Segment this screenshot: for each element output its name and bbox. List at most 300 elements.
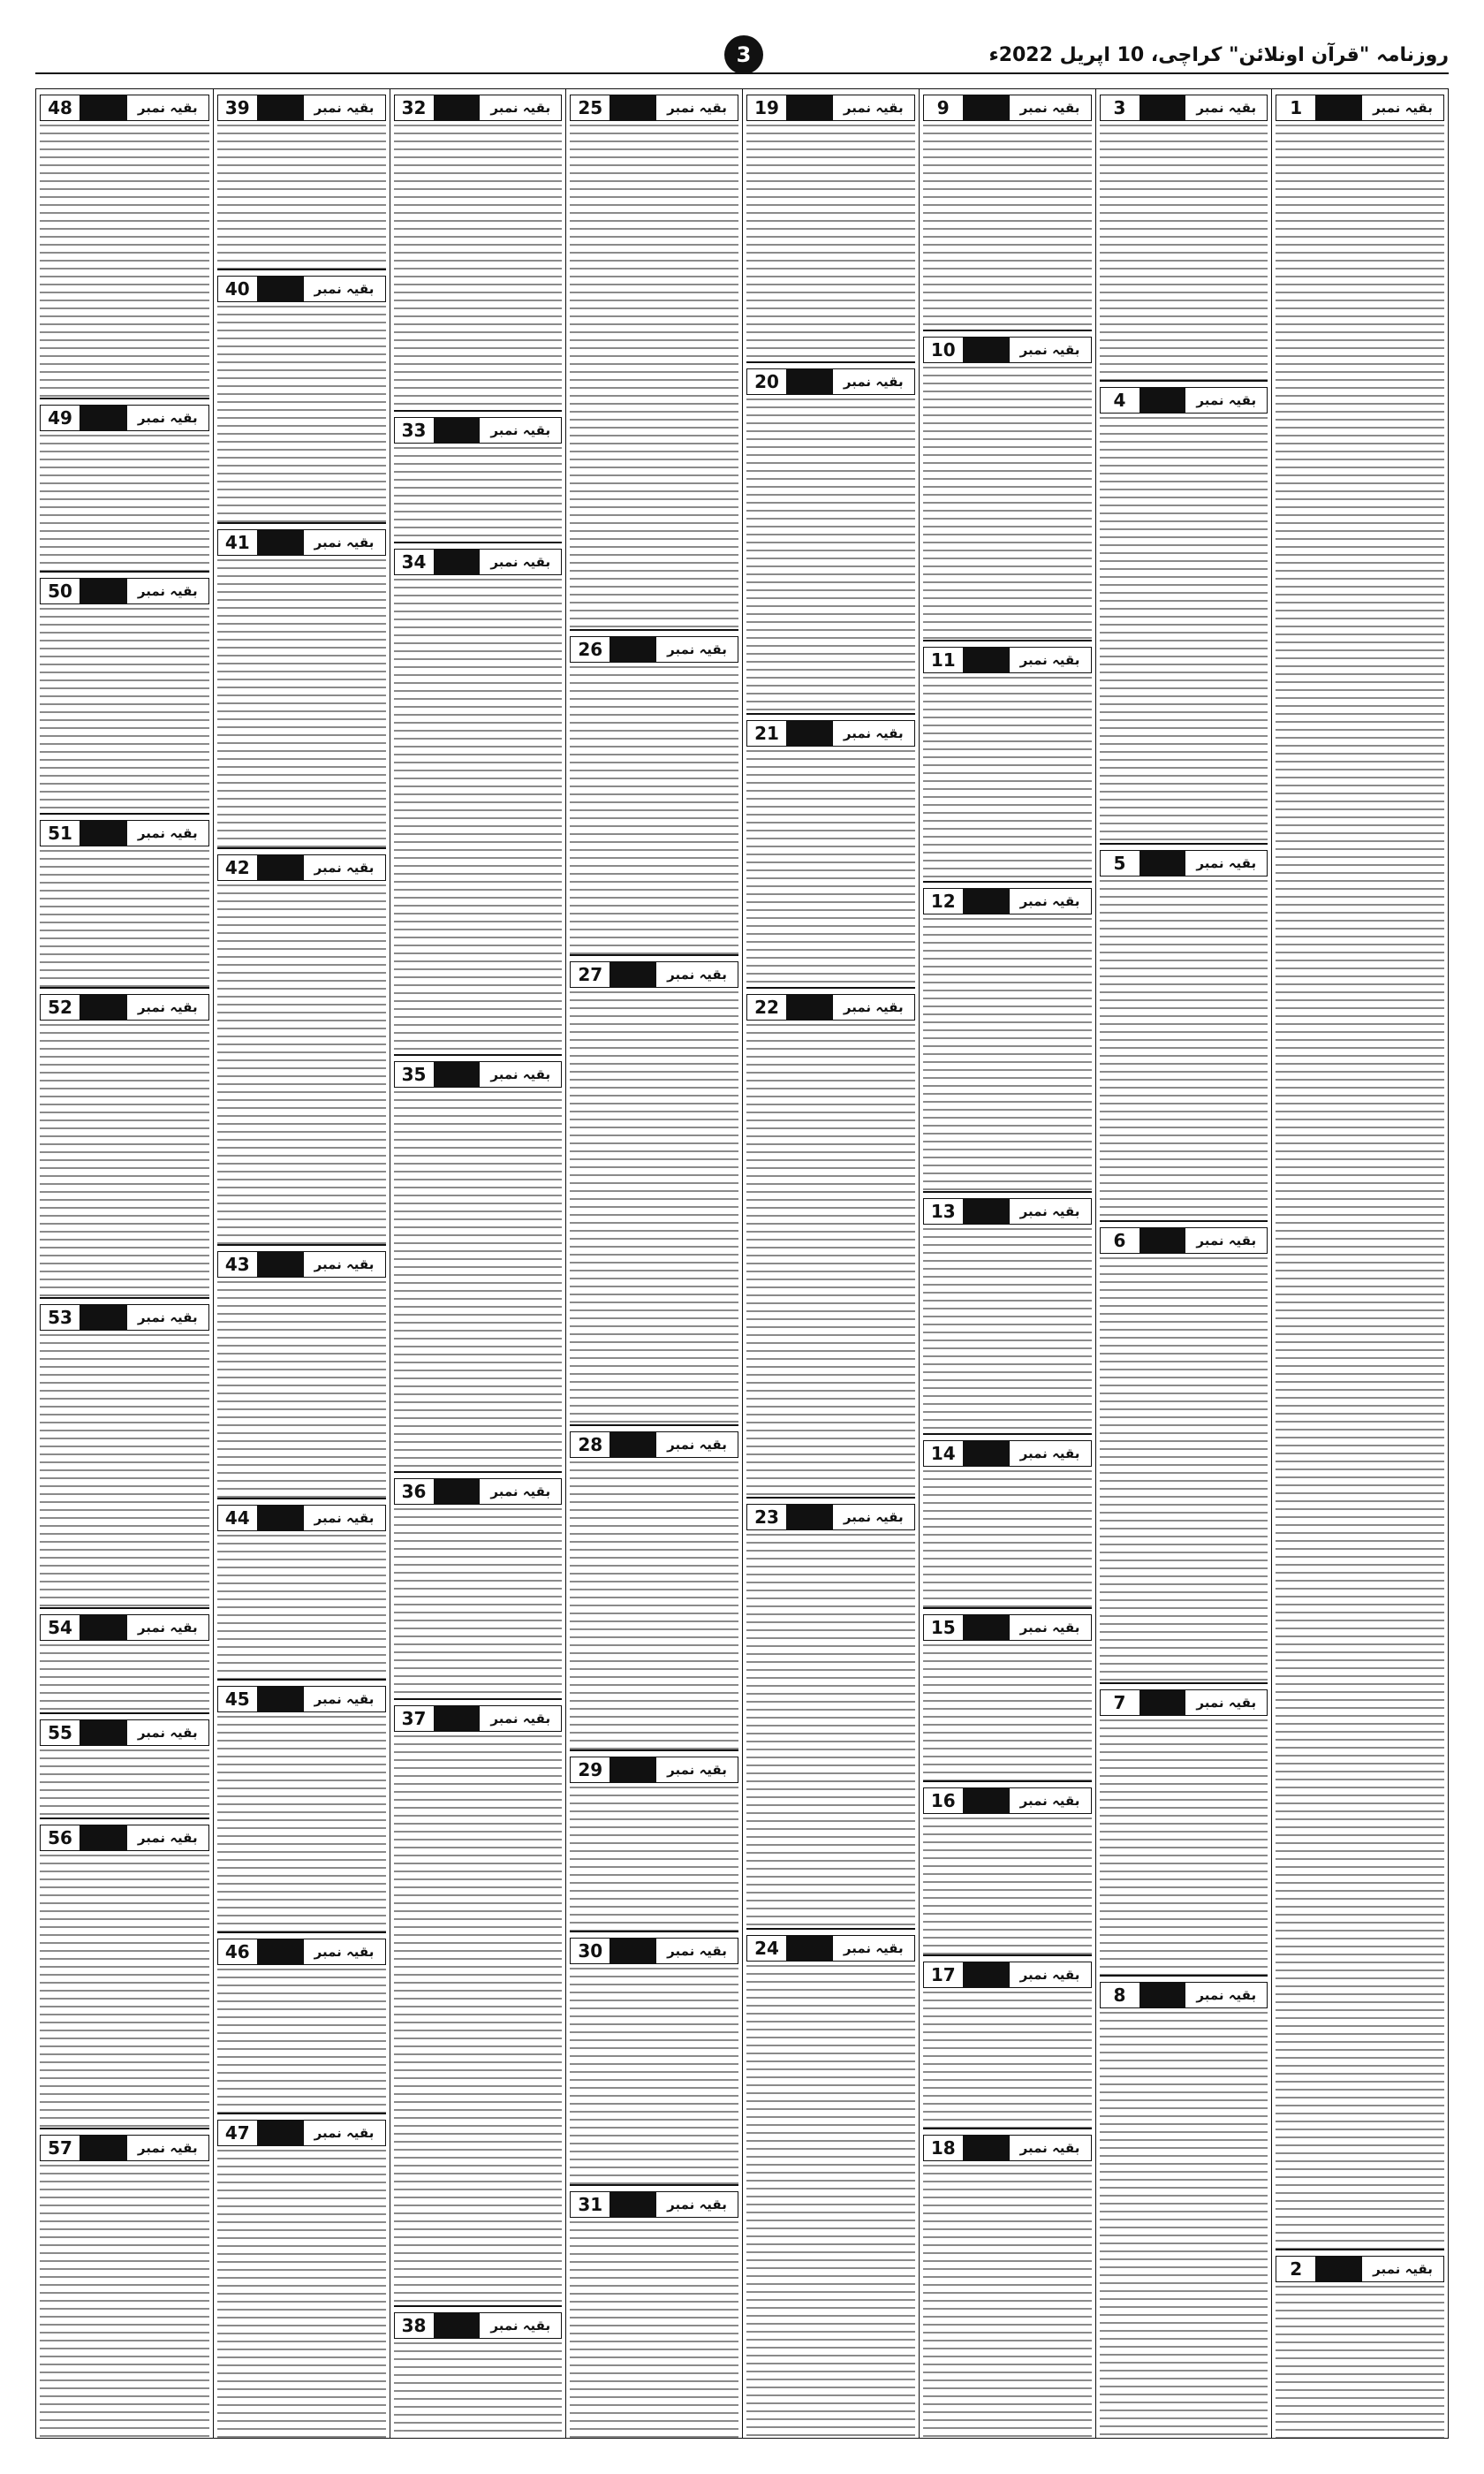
header-bar [963, 889, 1010, 914]
story-number: 31 [571, 2192, 610, 2217]
header-bar [963, 1199, 1010, 1224]
story-tag-label: بقیہ نمبر [480, 95, 561, 120]
continued-story-57 [40, 2128, 209, 2438]
story-header [570, 2191, 738, 2218]
story-number: 27 [571, 962, 610, 987]
story-number: 46 [218, 1939, 257, 1964]
header-bar [610, 1757, 656, 1782]
text-lines [40, 435, 209, 571]
continued-story-4 [1100, 380, 1268, 843]
story-number: 48 [41, 95, 80, 120]
text-lines [394, 1735, 563, 2305]
continued-story-14 [923, 1433, 1092, 1606]
continued-story-15 [923, 1607, 1092, 1780]
header-bar [257, 277, 304, 301]
header-bar [434, 1062, 481, 1087]
story-header [923, 647, 1092, 673]
story-tag-label: بقیہ نمبر [1185, 851, 1267, 876]
story-body-text [1100, 880, 1268, 1220]
story-body-text [746, 1965, 915, 2438]
header-bar [80, 579, 127, 603]
text-lines [40, 608, 209, 813]
text-lines [923, 1992, 1092, 2128]
text-lines [394, 1508, 563, 1698]
story-number: 40 [218, 277, 257, 301]
text-lines [570, 991, 738, 1424]
story-header [394, 2312, 563, 2339]
story-tag-label: بقیہ نمبر [127, 406, 208, 430]
story-header [1100, 1982, 1268, 2008]
story-header [923, 1962, 1092, 1988]
story-number: 25 [571, 95, 610, 120]
header-bar [963, 2136, 1010, 2160]
story-body-text [40, 1855, 209, 2128]
continued-story-52 [40, 987, 209, 1297]
continued-story-31 [570, 2184, 738, 2438]
text-lines [570, 666, 738, 954]
story-tag-label: بقیہ نمبر [1010, 1788, 1091, 1813]
continued-story-11 [923, 640, 1092, 882]
story-body-text [1276, 125, 1444, 2249]
continued-story-29 [570, 1749, 738, 1931]
continued-story-43 [217, 1244, 386, 1498]
continued-story-23 [746, 1497, 915, 1928]
text-lines [394, 2342, 563, 2438]
continued-story-6 [1100, 1220, 1268, 1683]
story-body-text [40, 2165, 209, 2438]
continued-story-16 [923, 1780, 1092, 1954]
story-tag-label: بقیہ نمبر [1362, 2257, 1443, 2281]
story-tag-label: بقیہ نمبر [127, 1825, 208, 1850]
text-lines [394, 125, 563, 410]
story-number: 30 [571, 1939, 610, 1963]
story-body-text [923, 125, 1092, 330]
story-tag-label: بقیہ نمبر [1185, 388, 1267, 413]
story-number: 44 [218, 1506, 257, 1530]
story-tag-label: بقیہ نمبر [304, 95, 385, 120]
text-lines [923, 125, 1092, 330]
story-number: 56 [41, 1825, 80, 1850]
continued-story-2 [1276, 2249, 1444, 2438]
text-lines [40, 125, 209, 398]
story-header [746, 994, 915, 1021]
story-number: 10 [924, 338, 963, 362]
story-tag-label: بقیہ نمبر [127, 1615, 208, 1640]
header-bar [786, 369, 833, 394]
story-tag-label: بقیہ نمبر [304, 855, 385, 880]
story-body-text [394, 1091, 563, 1471]
story-body-text [570, 1461, 738, 1749]
header-bar [786, 1505, 833, 1529]
story-number: 43 [218, 1252, 257, 1277]
header-bar [963, 95, 1010, 120]
header-bar [1140, 1690, 1186, 1715]
story-number: 4 [1101, 388, 1140, 413]
continued-story-49 [40, 398, 209, 571]
text-lines [923, 1818, 1092, 1954]
story-tag-label: بقیہ نمبر [656, 1432, 738, 1457]
story-header [746, 368, 915, 395]
story-tag-label: بقیہ نمبر [127, 821, 208, 846]
story-header [570, 1757, 738, 1783]
story-number: 28 [571, 1432, 610, 1457]
story-tag-label: بقیہ نمبر [1362, 95, 1443, 120]
story-body-text [923, 1228, 1092, 1433]
continued-story-18 [923, 2128, 1092, 2438]
header-bar [434, 418, 481, 443]
text-lines [217, 1281, 386, 1498]
text-lines [923, 918, 1092, 1191]
header-bar [80, 995, 127, 1020]
story-tag-label: بقیہ نمبر [127, 1720, 208, 1745]
story-number: 6 [1101, 1228, 1140, 1253]
story-body-text [40, 435, 209, 571]
continued-story-5 [1100, 843, 1268, 1220]
text-lines [746, 750, 915, 987]
text-lines [570, 1968, 738, 2184]
story-number: 2 [1276, 2257, 1315, 2281]
story-body-text [923, 1470, 1092, 1606]
header-bar [963, 648, 1010, 672]
story-header [923, 2135, 1092, 2161]
story-tag-label: بقیہ نمبر [1010, 1441, 1091, 1466]
story-number: 24 [747, 1936, 786, 1961]
story-body-text [394, 579, 563, 1054]
story-tag-label: بقیہ نمبر [304, 1939, 385, 1964]
story-number: 55 [41, 1720, 80, 1745]
story-body-text [217, 559, 386, 847]
story-body-text [570, 2221, 738, 2438]
story-number: 7 [1101, 1690, 1140, 1715]
story-number: 45 [218, 1687, 257, 1711]
text-lines [923, 1228, 1092, 1433]
column-7 [213, 89, 390, 2438]
story-number: 15 [924, 1615, 963, 1640]
column-3 [919, 89, 1095, 2438]
story-body-text [1100, 1257, 1268, 1683]
text-lines [394, 1091, 563, 1471]
story-body-text [217, 884, 386, 1245]
story-tag-label: بقیہ نمبر [1010, 1962, 1091, 1987]
text-lines [570, 1461, 738, 1749]
story-header [394, 1478, 563, 1505]
header-bar [1140, 1983, 1186, 2007]
story-number: 42 [218, 855, 257, 880]
story-tag-label: بقیہ نمبر [1010, 95, 1091, 120]
story-tag-label: بقیہ نمبر [480, 1706, 561, 1731]
story-body-text [217, 1281, 386, 1498]
story-header [746, 720, 915, 747]
story-header [1100, 1689, 1268, 1716]
story-header [570, 961, 738, 988]
continued-story-19 [746, 89, 915, 361]
continued-story-33 [394, 410, 563, 543]
story-header [40, 405, 209, 431]
header-bar [80, 1615, 127, 1640]
continued-story-21 [746, 713, 915, 987]
story-number: 37 [395, 1706, 434, 1731]
story-body-text [570, 125, 738, 629]
continued-story-26 [570, 629, 738, 954]
continued-story-13 [923, 1191, 1092, 1433]
continued-story-44 [217, 1498, 386, 1679]
story-number: 1 [1276, 95, 1315, 120]
text-lines [1100, 125, 1268, 380]
story-body-text [746, 1534, 915, 1928]
story-number: 41 [218, 530, 257, 555]
story-header [217, 1505, 386, 1531]
story-header [40, 578, 209, 604]
header-bar [80, 821, 127, 846]
header-bar [1140, 95, 1186, 120]
story-header [923, 337, 1092, 363]
continued-story-48 [40, 89, 209, 398]
story-header [923, 1440, 1092, 1467]
story-header [394, 417, 563, 444]
text-lines [40, 1855, 209, 2128]
story-header [217, 1251, 386, 1278]
story-header [923, 1614, 1092, 1641]
text-lines [923, 1644, 1092, 1780]
story-header [217, 95, 386, 121]
story-tag-label: بقیہ نمبر [1010, 648, 1091, 672]
story-body-text [923, 1818, 1092, 1954]
story-body-text [40, 1644, 209, 1712]
story-body-text [394, 447, 563, 543]
header-bar [80, 1825, 127, 1850]
text-lines [746, 125, 915, 361]
story-tag-label: بقیہ نمبر [656, 962, 738, 987]
story-tag-label: بقیہ نمبر [656, 1939, 738, 1963]
continued-story-37 [394, 1698, 563, 2305]
story-body-text [746, 398, 915, 714]
story-number: 17 [924, 1962, 963, 1987]
text-lines [40, 1749, 209, 1818]
story-body-text [1100, 125, 1268, 380]
header-bar [610, 95, 656, 120]
story-body-text [40, 1749, 209, 1818]
story-tag-label: بقیہ نمبر [1010, 889, 1091, 914]
header-bar [963, 1441, 1010, 1466]
story-body-text [40, 125, 209, 398]
story-tag-label: بقیہ نمبر [656, 637, 738, 662]
story-number: 49 [41, 406, 80, 430]
story-header [40, 1304, 209, 1331]
continued-story-12 [923, 881, 1092, 1191]
header-bar [786, 1936, 833, 1961]
story-body-text [746, 1024, 915, 1497]
story-tag-label: بقیہ نمبر [833, 369, 914, 394]
story-number: 19 [747, 95, 786, 120]
text-lines [923, 677, 1092, 882]
continued-story-39 [217, 89, 386, 269]
column-4 [742, 89, 919, 2438]
story-body-text [1100, 417, 1268, 843]
column-5 [565, 89, 742, 2438]
story-tag-label: بقیہ نمبر [1185, 95, 1267, 120]
story-body-text [746, 750, 915, 987]
story-body-text [40, 850, 209, 986]
header-bar [80, 2136, 127, 2160]
story-header [217, 529, 386, 556]
continued-story-24 [746, 1928, 915, 2438]
header-bar [257, 530, 304, 555]
text-lines [217, 2150, 386, 2438]
story-body-text [923, 918, 1092, 1191]
story-body-text [1100, 1719, 1268, 1975]
text-lines [40, 2165, 209, 2438]
header-bar [610, 962, 656, 987]
story-body-text [394, 1735, 563, 2305]
story-number: 51 [41, 821, 80, 846]
column-8 [36, 89, 213, 2438]
story-header [40, 1825, 209, 1851]
continued-story-45 [217, 1679, 386, 1932]
story-tag-label: بقیہ نمبر [833, 995, 914, 1020]
story-body-text [923, 2165, 1092, 2438]
story-tag-label: بقیہ نمبر [480, 1479, 561, 1504]
text-lines [217, 1535, 386, 1679]
continued-story-54 [40, 1607, 209, 1712]
text-lines [923, 367, 1092, 640]
column-6 [390, 89, 566, 2438]
story-number: 11 [924, 648, 963, 672]
text-lines [746, 1534, 915, 1928]
header-bar [1140, 851, 1186, 876]
continued-story-22 [746, 987, 915, 1497]
story-body-text [217, 2150, 386, 2438]
continued-story-28 [570, 1424, 738, 1749]
newspaper-page [35, 88, 1449, 2439]
page-number-badge: 3 [724, 35, 763, 74]
header-bar [610, 1939, 656, 1963]
story-number: 33 [395, 418, 434, 443]
story-number: 36 [395, 1479, 434, 1504]
header-bar [257, 1939, 304, 1964]
story-tag-label: بقیہ نمبر [1185, 1228, 1267, 1253]
text-lines [217, 1716, 386, 1932]
story-body-text [40, 1024, 209, 1297]
header-bar [610, 1432, 656, 1457]
story-header [923, 1787, 1092, 1814]
story-tag-label: بقیہ نمبر [656, 2192, 738, 2217]
text-lines [746, 398, 915, 714]
continued-story-9 [923, 89, 1092, 330]
story-tag-label: بقیہ نمبر [127, 95, 208, 120]
story-number: 12 [924, 889, 963, 914]
header-bar [257, 855, 304, 880]
header-bar [786, 721, 833, 746]
story-header [570, 1431, 738, 1458]
continued-story-27 [570, 954, 738, 1424]
header-bar [1140, 388, 1186, 413]
story-number: 14 [924, 1441, 963, 1466]
story-header [1100, 95, 1268, 121]
header-bar [786, 95, 833, 120]
text-lines [1100, 1257, 1268, 1683]
story-tag-label: بقیہ نمبر [304, 2121, 385, 2145]
story-tag-label: بقیہ نمبر [1185, 1690, 1267, 1715]
story-body-text [394, 2342, 563, 2438]
story-number: 57 [41, 2136, 80, 2160]
masthead [35, 35, 1449, 85]
continued-story-8 [1100, 1975, 1268, 2438]
story-header [40, 994, 209, 1021]
header-bar [257, 1506, 304, 1530]
story-header [394, 1705, 563, 1732]
story-number: 18 [924, 2136, 963, 2160]
header-bar [257, 1687, 304, 1711]
text-lines [40, 1644, 209, 1712]
text-lines [746, 1965, 915, 2438]
story-body-text [570, 991, 738, 1424]
story-tag-label: بقیہ نمبر [304, 277, 385, 301]
continued-story-47 [217, 2113, 386, 2438]
story-header [394, 549, 563, 575]
text-lines [1100, 880, 1268, 1220]
story-header [746, 1935, 915, 1962]
header-bar [610, 637, 656, 662]
story-number: 39 [218, 95, 257, 120]
story-body-text [570, 1968, 738, 2184]
story-header [40, 1719, 209, 1746]
continued-story-42 [217, 847, 386, 1245]
header-bar [257, 1252, 304, 1277]
story-body-text [394, 1508, 563, 1698]
story-number: 23 [747, 1505, 786, 1529]
story-header [217, 854, 386, 881]
story-number: 3 [1101, 95, 1140, 120]
story-number: 34 [395, 550, 434, 574]
continued-story-56 [40, 1818, 209, 2128]
story-number: 8 [1101, 1983, 1140, 2007]
story-body-text [394, 125, 563, 410]
header-bar [80, 1720, 127, 1745]
text-lines [217, 125, 386, 269]
text-lines [1100, 1719, 1268, 1975]
story-tag-label: بقیہ نمبر [127, 995, 208, 1020]
continued-story-51 [40, 813, 209, 986]
header-bar [963, 1962, 1010, 1987]
story-body-text [923, 677, 1092, 882]
story-body-text [923, 367, 1092, 640]
story-header [1100, 1227, 1268, 1254]
story-tag-label: بقیہ نمبر [480, 418, 561, 443]
continued-story-35 [394, 1054, 563, 1471]
continued-story-30 [570, 1931, 738, 2184]
story-body-text [1276, 2286, 1444, 2438]
story-header [746, 1504, 915, 1530]
story-body-text [40, 1334, 209, 1607]
continued-story-32 [394, 89, 563, 410]
header-bar [434, 550, 481, 574]
continued-story-20 [746, 361, 915, 714]
text-lines [1100, 2012, 1268, 2438]
text-lines [1100, 417, 1268, 843]
story-tag-label: بقیہ نمبر [1010, 1615, 1091, 1640]
story-tag-label: بقیہ نمبر [656, 95, 738, 120]
continued-story-38 [394, 2305, 563, 2438]
header-bar [963, 1788, 1010, 1813]
header-bar [434, 1479, 481, 1504]
text-lines [394, 447, 563, 543]
story-number: 9 [924, 95, 963, 120]
story-number: 5 [1101, 851, 1140, 876]
header-bar [434, 95, 481, 120]
continued-story-53 [40, 1297, 209, 1607]
header-bar [257, 2121, 304, 2145]
story-header [923, 888, 1092, 914]
